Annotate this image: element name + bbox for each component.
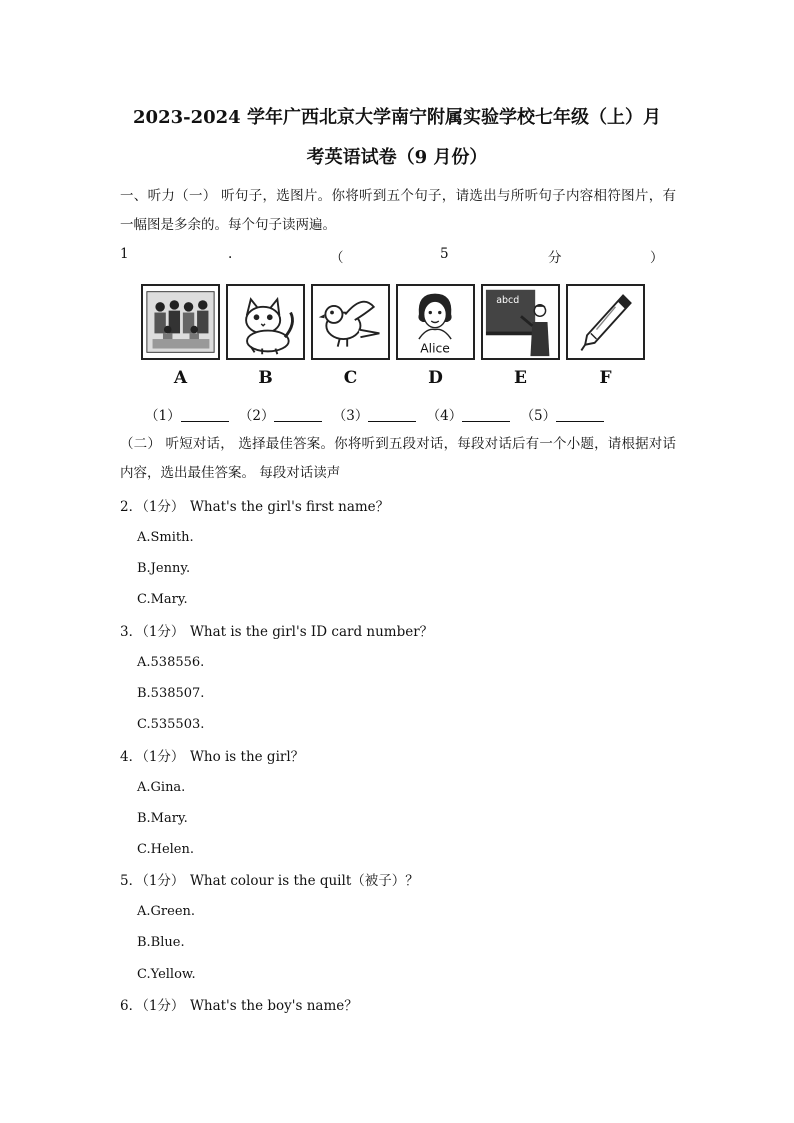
picture-c-letter: C — [343, 368, 358, 388]
question-5-text: What colour is the quilt（被子）？ — [190, 873, 419, 889]
girl-portrait-icon — [398, 286, 473, 358]
question-3-number: 3．（1分） — [120, 624, 185, 640]
alice-caption: Alice — [420, 341, 450, 356]
question-1-dot: . — [228, 246, 233, 262]
blank-label-3: （3） — [332, 408, 369, 424]
blackboard-text: abcd — [496, 295, 520, 307]
question-2-option-c[interactable]: C.Mary. — [137, 592, 188, 607]
picture-e-letter: E — [514, 368, 527, 388]
picture-f — [566, 284, 645, 360]
question-1-score-unit: 分 — [548, 250, 562, 266]
picture-e — [481, 284, 560, 360]
picture-b — [226, 284, 305, 360]
question-3-option-b[interactable]: B.538507. — [137, 686, 205, 701]
question-3 — [120, 622, 433, 642]
blank-label-5: （5） — [520, 408, 557, 424]
question-4-option-a[interactable]: A.Gina. — [137, 780, 186, 795]
question-1-header — [120, 246, 676, 268]
picture-a — [141, 284, 220, 360]
question-1-paren-close: ） — [650, 250, 664, 266]
picture-d-letter: D — [428, 368, 443, 388]
answer-blank-4[interactable] — [462, 407, 510, 422]
teacher-blackboard-icon — [483, 286, 558, 358]
question-3-text: What is the girl's ID card number？ — [190, 624, 434, 640]
question-5 — [120, 871, 419, 891]
family-photo-icon — [143, 286, 218, 358]
picture-c — [311, 284, 390, 360]
listening-part1-instructions: 一、听力（一） 听句子，选图片。你将听到五个句子，请选出与所听句子内容相符图片，有一幅图是多余的。每个句子读两遍。 — [120, 188, 676, 233]
question-4 — [120, 747, 304, 767]
answer-blank-5[interactable] — [556, 407, 604, 422]
answer-blank-2[interactable] — [274, 407, 322, 422]
blank-label-2: （2） — [238, 408, 275, 424]
question-1-paren-open: （ — [330, 250, 344, 266]
blank-label-1: （1） — [145, 408, 181, 424]
question-5-option-a[interactable]: A.Green. — [137, 904, 196, 919]
picture-b-letter: B — [258, 368, 273, 388]
pen-icon — [568, 286, 643, 358]
question-2 — [120, 497, 389, 517]
question-1-score: 5 — [440, 246, 449, 262]
listening-part2-instructions: （二） 听短对话， 选择最佳答案。你将听到五段对话，每段对话后有一个小题，请根据对话内容，选出最佳答案。 每段对话读声 — [120, 436, 676, 481]
exam-title-line2: 考英语试卷（9 月份） — [306, 147, 488, 168]
question-3-option-c[interactable]: C.535503. — [137, 717, 205, 732]
question-6-number: 6．（1分） — [120, 998, 185, 1014]
answer-blank-3[interactable] — [368, 407, 416, 422]
question-1-number: 1 — [120, 246, 129, 262]
answer-blanks — [145, 404, 610, 424]
question-4-option-b[interactable]: B.Mary. — [137, 811, 188, 826]
picture-choices — [141, 284, 647, 392]
picture-a-letter: A — [173, 368, 188, 388]
question-6 — [120, 996, 358, 1016]
picture-d — [396, 284, 475, 360]
question-2-text: What's the girl's first name？ — [190, 499, 390, 515]
question-2-number: 2．（1分） — [120, 499, 185, 515]
question-5-number: 5．（1分） — [120, 873, 185, 889]
question-5-option-c[interactable]: C.Yellow. — [137, 967, 196, 982]
question-4-option-c[interactable]: C.Helen. — [137, 842, 195, 857]
exam-title-line1: 2023-2024 学年广西北京大学南宁附属实验学校七年级（上）月 — [133, 107, 661, 128]
blank-label-4: （4） — [426, 408, 463, 424]
picture-f-letter: F — [599, 368, 612, 388]
question-2-option-a[interactable]: A.Smith. — [137, 530, 194, 545]
answer-blank-1[interactable] — [181, 407, 229, 422]
question-5-option-b[interactable]: B.Blue. — [137, 935, 185, 950]
bird-icon — [313, 286, 388, 358]
question-2-option-b[interactable]: B.Jenny. — [137, 561, 191, 576]
question-3-option-a[interactable]: A.538556. — [137, 655, 205, 670]
question-4-text: Who is the girl？ — [190, 749, 305, 765]
question-4-number: 4．（1分） — [120, 749, 185, 765]
question-6-text: What's the boy's name？ — [190, 998, 358, 1014]
cat-icon — [228, 286, 303, 358]
